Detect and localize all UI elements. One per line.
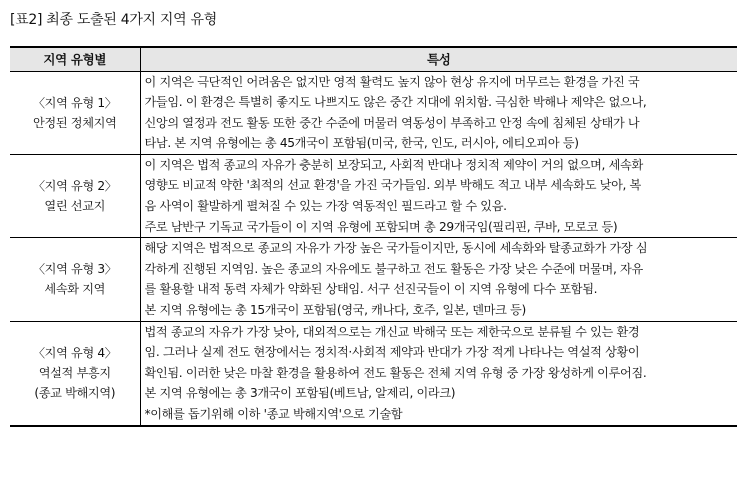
description-line: 주로 남반구 기독교 국가들이 이 지역 유형에 포함되며 총 29개국임(필리핀, 쿠바, 모로코 등)	[144, 219, 618, 234]
description-line: 가들임. 이 환경은 특별히 좋지도 나쁘지도 않은 중간 지대에 위치함. 극심한 박해나 제약은 없으나,	[144, 95, 647, 110]
table-row	[10, 154, 737, 237]
characteristics-cell	[140, 321, 737, 425]
region-type-label: 〈지역 유형 4〉	[32, 346, 117, 361]
region-type-cell	[10, 71, 140, 154]
description-line: 이 지역은 극단적인 어려움은 없지만 영적 활력도 높지 않아 현상 유지에 머무르는 환경을 가진 국	[144, 74, 640, 89]
table-row	[10, 71, 737, 154]
description-line: 본 지역 유형에는 총 3개국이 포함됨(베트남, 알제리, 이라크)	[144, 386, 456, 401]
characteristics-cell	[140, 154, 737, 237]
description-line: 본 지역 유형에는 총 15개국이 포함됨(영국, 캐나다, 호주, 일본, 덴마크 등)	[144, 303, 526, 318]
characteristics-cell	[140, 71, 737, 154]
description-footnote: *이해를 돕기위해 이하 '종교 박해지역'으로 기술함	[144, 407, 403, 421]
region-type-label: 〈지역 유형 2〉	[32, 179, 117, 194]
region-type-cell	[10, 321, 140, 425]
region-type-name: 열린 선교지	[44, 199, 106, 214]
header-characteristics: 특성	[140, 47, 737, 71]
region-types-table	[10, 46, 737, 427]
description-line: 음 사역이 활발하게 펼쳐질 수 있는 가장 역동적인 필드라고 할 수 있음.	[144, 199, 507, 214]
header-region-type: 지역 유형별	[10, 47, 140, 71]
table-header-row	[10, 47, 737, 71]
description-line: 각하게 진행된 지역임. 높은 종교의 자유에도 불구하고 전도 활동은 가장 낮은 수준에 머물며, 자유	[144, 261, 643, 276]
table-row	[10, 238, 737, 321]
region-type-label: 〈지역 유형 1〉	[32, 95, 117, 110]
region-type-label: 〈지역 유형 3〉	[32, 262, 117, 277]
region-type-name: 세속화 지역	[44, 282, 106, 297]
table-caption: [표2] 최종 도출된 4가지 지역 유형	[10, 12, 217, 28]
description-line: 법적 종교의 자유가 가장 낮아, 대외적으로는 개신교 박해국 또는 제한국으로 분류될 수 있는 환경	[144, 324, 640, 339]
region-type-name: 역설적 부흥지	[38, 366, 111, 381]
table-row	[10, 321, 737, 425]
description-line: 확인됨. 이러한 낮은 마찰 환경을 활용하여 전도 활동은 전체 지역 유형 중 가장 왕성하게 이루어짐.	[144, 365, 647, 380]
region-type-name: 안정된 정체지역	[33, 115, 117, 130]
description-line: 영향도 비교적 약한 '최적의 선교 환경'을 가진 국가들임. 외부 박해도 적고 내부 세속화도 낮아, 복	[144, 178, 641, 193]
description-line: 를 활용할 내적 동력 자체가 약화된 상태임. 서구 선진국들이 이 지역 유형에 다수 포함됨.	[144, 282, 598, 297]
description-line: 타남. 본 지역 유형에는 총 45개국이 포함됨(미국, 한국, 인도, 러시아, 에티오피아 등)	[144, 136, 579, 151]
region-type-cell	[10, 238, 140, 321]
region-type-cell	[10, 154, 140, 237]
region-type-alias: (종교 박해지역)	[34, 386, 116, 401]
description-line: 임. 그러나 실제 전도 현장에서는 정치적·사회적 제약과 반대가 가장 적게 나타나는 역설적 상황이	[144, 345, 640, 360]
description-line: 신앙의 열정과 전도 활동 또한 중간 수준에 머물러 역동성이 부족하고 안정 속에 침체된 상태가 나	[144, 115, 640, 130]
description-line: 해당 지역은 법적으로 종교의 자유가 가장 높은 국가들이지만, 동시에 세속화와 탈종교화가 가장 심	[144, 241, 648, 256]
description-line: 이 지역은 법적 종교의 자유가 충분히 보장되고, 사회적 반대나 정치적 제약이 거의 없으며, 세속화	[144, 157, 643, 172]
characteristics-cell	[140, 238, 737, 321]
